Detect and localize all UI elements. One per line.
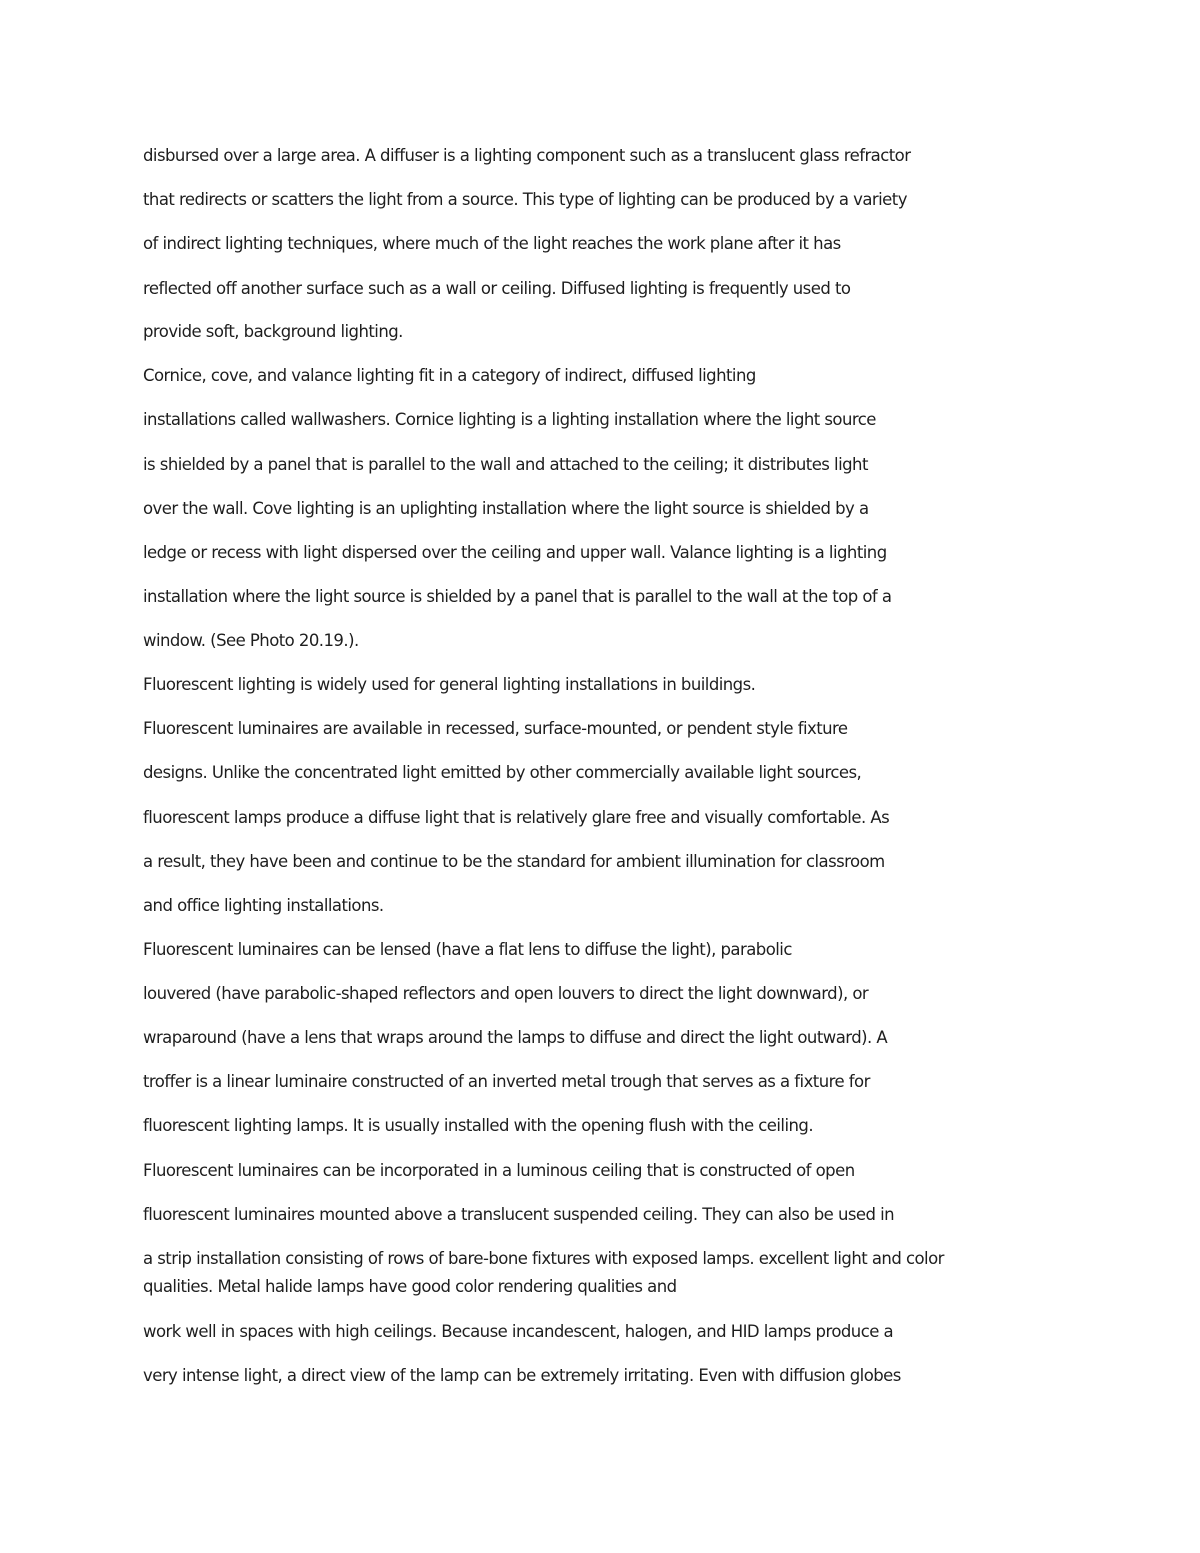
text-line: provide soft, background lighting. (143, 322, 403, 341)
text-line: fluorescent lighting lamps. It is usually installed with the opening flush with the ceiling. (143, 1116, 814, 1135)
text-line: reflected off another surface such as a wall or ceiling. Diffused lighting is frequently used to (143, 279, 851, 298)
text-line: and office lighting installations. (143, 896, 384, 915)
text-line: louvered (have parabolic-shaped reflectors and open louvers to direct the light downward), or (143, 984, 869, 1003)
text-line: installation where the light source is shielded by a panel that is parallel to the wall at the top of a (143, 587, 892, 606)
text-line: Fluorescent lighting is widely used for general lighting installations in buildings. (143, 675, 756, 694)
text-line: troffer is a linear luminaire constructed of an inverted metal trough that serves as a fixture for (143, 1072, 870, 1091)
text-line: wraparound (have a lens that wraps around the lamps to diffuse and direct the light outward). A (143, 1028, 888, 1047)
text-line: over the wall. Cove lighting is an uplighting installation where the light source is shielded by a (143, 499, 869, 518)
text-line: Fluorescent luminaires can be lensed (have a flat lens to diffuse the light), parabolic (143, 940, 792, 959)
text-line: ledge or recess with light dispersed over the ceiling and upper wall. Valance lighting is a lighting (143, 543, 887, 562)
text-line: a result, they have been and continue to be the standard for ambient illumination for classroom (143, 852, 885, 871)
text-line: that redirects or scatters the light from a source. This type of lighting can be produced by a variety (143, 190, 907, 209)
text-line: Cornice, cove, and valance lighting fit in a category of indirect, diffused lighting (143, 366, 756, 385)
text-line: designs. Unlike the concentrated light emitted by other commercially available light sources, (143, 763, 862, 782)
text-line: Fluorescent luminaires can be incorporated in a luminous ceiling that is constructed of open (143, 1161, 855, 1180)
text-line: qualities. Metal halide lamps have good color rendering qualities and (143, 1277, 677, 1296)
text-line: a strip installation consisting of rows of bare-bone fixtures with exposed lamps. excellent light and color (143, 1249, 944, 1268)
text-line: installations called wallwashers. Cornice lighting is a lighting installation where the light source (143, 410, 876, 429)
text-line: fluorescent luminaires mounted above a translucent suspended ceiling. They can also be used in (143, 1205, 895, 1224)
text-line: disbursed over a large area. A diffuser is a lighting component such as a translucent glass refractor (143, 146, 911, 165)
text-line: window. (See Photo 20.19.). (143, 631, 359, 650)
text-line: work well in spaces with high ceilings. Because incandescent, halogen, and HID lamps produce a (143, 1322, 894, 1341)
text-line: of indirect lighting techniques, where much of the light reaches the work plane after it has (143, 234, 841, 253)
text-line: Fluorescent luminaires are available in recessed, surface-mounted, or pendent style fixture (143, 719, 848, 738)
text-line: fluorescent lamps produce a diffuse light that is relatively glare free and visually comfortable. As (143, 808, 890, 827)
text-line: very intense light, a direct view of the lamp can be extremely irritating. Even with diffusion globes (143, 1366, 901, 1385)
text-line: is shielded by a panel that is parallel to the wall and attached to the ceiling; it distributes light (143, 455, 868, 474)
